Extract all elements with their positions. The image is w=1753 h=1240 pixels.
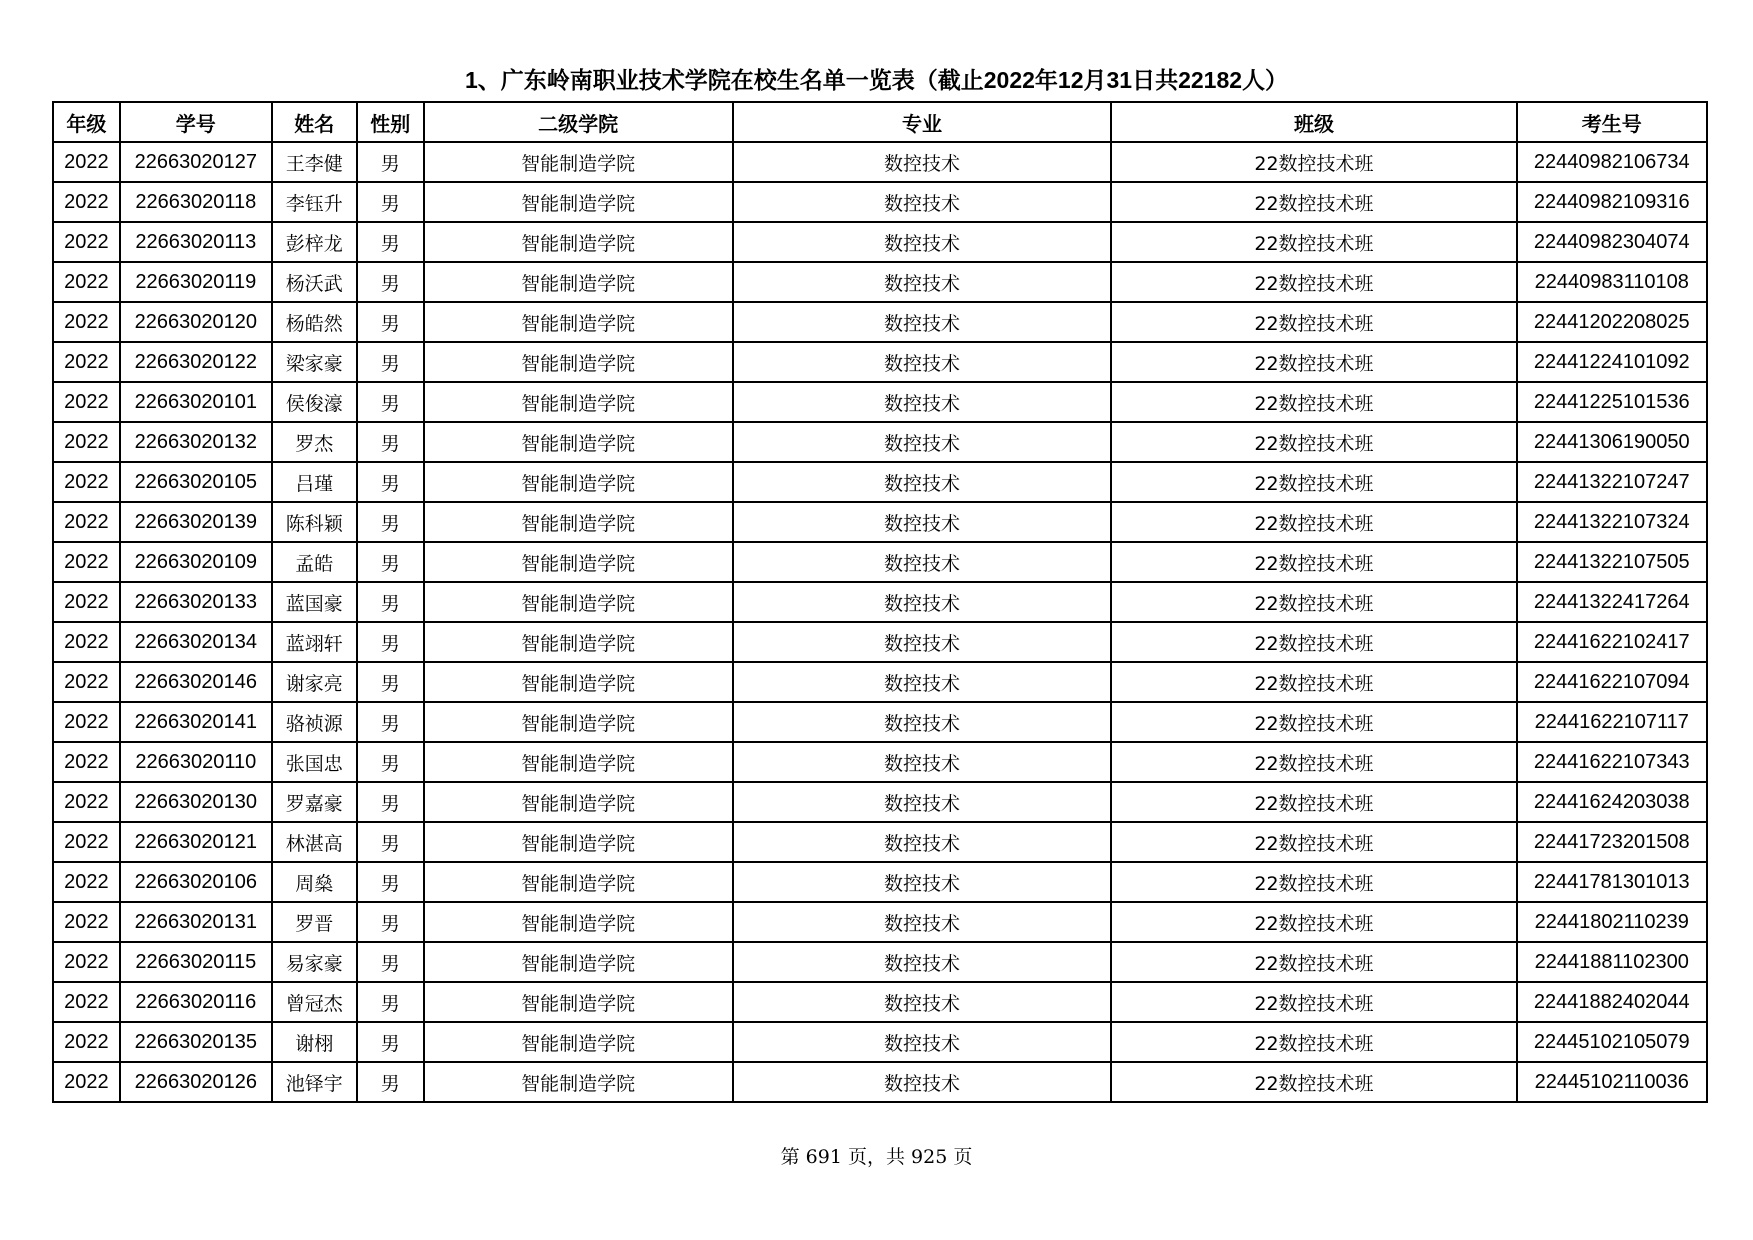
name-cell: 罗晋 [272, 902, 357, 942]
college-cell: 智能制造学院 [424, 822, 733, 862]
grade-cell: 2022 [53, 462, 120, 502]
class-cell: 22数控技术班 [1111, 502, 1516, 542]
exam-number-cell: 22440982109316 [1517, 182, 1707, 222]
column-header-grade: 年级 [53, 102, 120, 142]
class-cell: 22数控技术班 [1111, 902, 1516, 942]
exam-number-cell: 22440983110108 [1517, 262, 1707, 302]
name-cell: 陈科颖 [272, 502, 357, 542]
college-cell: 智能制造学院 [424, 742, 733, 782]
college-cell: 智能制造学院 [424, 1062, 733, 1102]
name-cell: 吕瑾 [272, 462, 357, 502]
column-header-student-id: 学号 [120, 102, 272, 142]
gender-cell: 男 [357, 582, 424, 622]
student-id-cell: 22663020132 [120, 422, 272, 462]
table-row [53, 902, 1707, 942]
exam-number-cell: 22441224101092 [1517, 342, 1707, 382]
gender-cell: 男 [357, 1062, 424, 1102]
exam-number-cell: 22441322107505 [1517, 542, 1707, 582]
gender-cell: 男 [357, 342, 424, 382]
table-row [53, 342, 1707, 382]
table-row [53, 382, 1707, 422]
name-cell: 杨皓然 [272, 302, 357, 342]
table-row [53, 462, 1707, 502]
major-cell: 数控技术 [733, 462, 1112, 502]
exam-number-cell: 22441322107247 [1517, 462, 1707, 502]
table-row [53, 542, 1707, 582]
grade-cell: 2022 [53, 582, 120, 622]
exam-number-cell: 22441881102300 [1517, 942, 1707, 982]
major-cell: 数控技术 [733, 542, 1112, 582]
student-id-cell: 22663020139 [120, 502, 272, 542]
major-cell: 数控技术 [733, 662, 1112, 702]
table-row [53, 582, 1707, 622]
class-cell: 22数控技术班 [1111, 662, 1516, 702]
name-cell: 池铎宇 [272, 1062, 357, 1102]
name-cell: 梁家豪 [272, 342, 357, 382]
college-cell: 智能制造学院 [424, 942, 733, 982]
name-cell: 王李健 [272, 142, 357, 182]
table-row [53, 182, 1707, 222]
name-cell: 周燊 [272, 862, 357, 902]
name-cell: 蓝翊轩 [272, 622, 357, 662]
grade-cell: 2022 [53, 1062, 120, 1102]
gender-cell: 男 [357, 502, 424, 542]
gender-cell: 男 [357, 182, 424, 222]
table-row [53, 782, 1707, 822]
college-cell: 智能制造学院 [424, 862, 733, 902]
student-id-cell: 22663020105 [120, 462, 272, 502]
table-row [53, 422, 1707, 462]
name-cell: 谢家亮 [272, 662, 357, 702]
exam-number-cell: 22445102105079 [1517, 1022, 1707, 1062]
column-header-exam-number: 考生号 [1517, 102, 1707, 142]
student-id-cell: 22663020126 [120, 1062, 272, 1102]
student-id-cell: 22663020101 [120, 382, 272, 422]
student-id-cell: 22663020115 [120, 942, 272, 982]
class-cell: 22数控技术班 [1111, 1062, 1516, 1102]
college-cell: 智能制造学院 [424, 462, 733, 502]
exam-number-cell: 22441622102417 [1517, 622, 1707, 662]
class-cell: 22数控技术班 [1111, 422, 1516, 462]
exam-number-cell: 22441622107343 [1517, 742, 1707, 782]
exam-number-cell: 22441723201508 [1517, 822, 1707, 862]
column-header-name: 姓名 [272, 102, 357, 142]
class-cell: 22数控技术班 [1111, 582, 1516, 622]
class-cell: 22数控技术班 [1111, 782, 1516, 822]
student-id-cell: 22663020135 [120, 1022, 272, 1062]
column-header-college: 二级学院 [424, 102, 733, 142]
gender-cell: 男 [357, 902, 424, 942]
gender-cell: 男 [357, 142, 424, 182]
grade-cell: 2022 [53, 422, 120, 462]
exam-number-cell: 22441622107117 [1517, 702, 1707, 742]
class-cell: 22数控技术班 [1111, 622, 1516, 662]
grade-cell: 2022 [53, 342, 120, 382]
table-row [53, 622, 1707, 662]
college-cell: 智能制造学院 [424, 182, 733, 222]
major-cell: 数控技术 [733, 862, 1112, 902]
gender-cell: 男 [357, 222, 424, 262]
exam-number-cell: 22441622107094 [1517, 662, 1707, 702]
gender-cell: 男 [357, 382, 424, 422]
exam-number-cell: 22445102110036 [1517, 1062, 1707, 1102]
name-cell: 谢栩 [272, 1022, 357, 1062]
major-cell: 数控技术 [733, 422, 1112, 462]
exam-number-cell: 22441624203038 [1517, 782, 1707, 822]
college-cell: 智能制造学院 [424, 222, 733, 262]
table-row [53, 982, 1707, 1022]
table-row [53, 302, 1707, 342]
grade-cell: 2022 [53, 542, 120, 582]
class-cell: 22数控技术班 [1111, 822, 1516, 862]
major-cell: 数控技术 [733, 622, 1112, 662]
student-id-cell: 22663020133 [120, 582, 272, 622]
name-cell: 易家豪 [272, 942, 357, 982]
name-cell: 张国忠 [272, 742, 357, 782]
exam-number-cell: 22441225101536 [1517, 382, 1707, 422]
name-cell: 罗嘉豪 [272, 782, 357, 822]
grade-cell: 2022 [53, 822, 120, 862]
class-cell: 22数控技术班 [1111, 942, 1516, 982]
grade-cell: 2022 [53, 742, 120, 782]
gender-cell: 男 [357, 862, 424, 902]
student-id-cell: 22663020121 [120, 822, 272, 862]
major-cell: 数控技术 [733, 902, 1112, 942]
college-cell: 智能制造学院 [424, 502, 733, 542]
college-cell: 智能制造学院 [424, 622, 733, 662]
grade-cell: 2022 [53, 942, 120, 982]
gender-cell: 男 [357, 422, 424, 462]
college-cell: 智能制造学院 [424, 582, 733, 622]
column-header-major: 专业 [733, 102, 1112, 142]
student-id-cell: 22663020109 [120, 542, 272, 582]
college-cell: 智能制造学院 [424, 782, 733, 822]
student-id-cell: 22663020130 [120, 782, 272, 822]
student-roster-table [52, 101, 1708, 1103]
exam-number-cell: 22440982304074 [1517, 222, 1707, 262]
class-cell: 22数控技术班 [1111, 462, 1516, 502]
student-id-cell: 22663020120 [120, 302, 272, 342]
college-cell: 智能制造学院 [424, 302, 733, 342]
class-cell: 22数控技术班 [1111, 342, 1516, 382]
gender-cell: 男 [357, 982, 424, 1022]
grade-cell: 2022 [53, 662, 120, 702]
gender-cell: 男 [357, 1022, 424, 1062]
major-cell: 数控技术 [733, 222, 1112, 262]
grade-cell: 2022 [53, 182, 120, 222]
student-id-cell: 22663020116 [120, 982, 272, 1022]
table-row [53, 142, 1707, 182]
major-cell: 数控技术 [733, 782, 1112, 822]
major-cell: 数控技术 [733, 942, 1112, 982]
major-cell: 数控技术 [733, 182, 1112, 222]
table-row [53, 662, 1707, 702]
name-cell: 曾冠杰 [272, 982, 357, 1022]
major-cell: 数控技术 [733, 982, 1112, 1022]
name-cell: 杨沃武 [272, 262, 357, 302]
grade-cell: 2022 [53, 1022, 120, 1062]
student-id-cell: 22663020127 [120, 142, 272, 182]
gender-cell: 男 [357, 742, 424, 782]
table-row [53, 222, 1707, 262]
college-cell: 智能制造学院 [424, 422, 733, 462]
major-cell: 数控技术 [733, 142, 1112, 182]
class-cell: 22数控技术班 [1111, 702, 1516, 742]
gender-cell: 男 [357, 542, 424, 582]
table-row [53, 702, 1707, 742]
grade-cell: 2022 [53, 502, 120, 542]
name-cell: 林湛高 [272, 822, 357, 862]
major-cell: 数控技术 [733, 582, 1112, 622]
college-cell: 智能制造学院 [424, 342, 733, 382]
table-body [53, 142, 1707, 1102]
college-cell: 智能制造学院 [424, 982, 733, 1022]
table-header-row [53, 102, 1707, 142]
class-cell: 22数控技术班 [1111, 862, 1516, 902]
student-id-cell: 22663020122 [120, 342, 272, 382]
college-cell: 智能制造学院 [424, 142, 733, 182]
name-cell: 李钰升 [272, 182, 357, 222]
gender-cell: 男 [357, 942, 424, 982]
exam-number-cell: 22441322107324 [1517, 502, 1707, 542]
class-cell: 22数控技术班 [1111, 1022, 1516, 1062]
page-footer: 第 691 页，共 925 页 [780, 1146, 973, 1168]
class-cell: 22数控技术班 [1111, 182, 1516, 222]
student-id-cell: 22663020131 [120, 902, 272, 942]
name-cell: 蓝国豪 [272, 582, 357, 622]
gender-cell: 男 [357, 302, 424, 342]
exam-number-cell: 22441802110239 [1517, 902, 1707, 942]
gender-cell: 男 [357, 622, 424, 662]
college-cell: 智能制造学院 [424, 1022, 733, 1062]
table-row [53, 822, 1707, 862]
grade-cell: 2022 [53, 782, 120, 822]
grade-cell: 2022 [53, 902, 120, 942]
major-cell: 数控技术 [733, 302, 1112, 342]
class-cell: 22数控技术班 [1111, 982, 1516, 1022]
class-cell: 22数控技术班 [1111, 222, 1516, 262]
grade-cell: 2022 [53, 302, 120, 342]
grade-cell: 2022 [53, 142, 120, 182]
table-row [53, 862, 1707, 902]
class-cell: 22数控技术班 [1111, 382, 1516, 422]
student-id-cell: 22663020118 [120, 182, 272, 222]
student-id-cell: 22663020134 [120, 622, 272, 662]
exam-number-cell: 22441781301013 [1517, 862, 1707, 902]
gender-cell: 男 [357, 262, 424, 302]
student-id-cell: 22663020119 [120, 262, 272, 302]
grade-cell: 2022 [53, 982, 120, 1022]
major-cell: 数控技术 [733, 702, 1112, 742]
grade-cell: 2022 [53, 622, 120, 662]
class-cell: 22数控技术班 [1111, 142, 1516, 182]
table-row [53, 1022, 1707, 1062]
grade-cell: 2022 [53, 862, 120, 902]
major-cell: 数控技术 [733, 822, 1112, 862]
grade-cell: 2022 [53, 702, 120, 742]
table-row [53, 942, 1707, 982]
table-row [53, 262, 1707, 302]
student-id-cell: 22663020141 [120, 702, 272, 742]
exam-number-cell: 22441882402044 [1517, 982, 1707, 1022]
exam-number-cell: 22441202208025 [1517, 302, 1707, 342]
name-cell: 骆祯源 [272, 702, 357, 742]
exam-number-cell: 22441306190050 [1517, 422, 1707, 462]
major-cell: 数控技术 [733, 1022, 1112, 1062]
column-header-gender: 性别 [357, 102, 424, 142]
student-id-cell: 22663020106 [120, 862, 272, 902]
college-cell: 智能制造学院 [424, 262, 733, 302]
gender-cell: 男 [357, 462, 424, 502]
table-row [53, 742, 1707, 782]
college-cell: 智能制造学院 [424, 382, 733, 422]
name-cell: 孟皓 [272, 542, 357, 582]
gender-cell: 男 [357, 822, 424, 862]
student-id-cell: 22663020146 [120, 662, 272, 702]
name-cell: 侯俊濠 [272, 382, 357, 422]
name-cell: 彭梓龙 [272, 222, 357, 262]
table-row [53, 1062, 1707, 1102]
gender-cell: 男 [357, 782, 424, 822]
college-cell: 智能制造学院 [424, 662, 733, 702]
exam-number-cell: 22441322417264 [1517, 582, 1707, 622]
gender-cell: 男 [357, 662, 424, 702]
column-header-class: 班级 [1111, 102, 1516, 142]
grade-cell: 2022 [53, 222, 120, 262]
major-cell: 数控技术 [733, 502, 1112, 542]
grade-cell: 2022 [53, 262, 120, 302]
major-cell: 数控技术 [733, 342, 1112, 382]
major-cell: 数控技术 [733, 742, 1112, 782]
major-cell: 数控技术 [733, 1062, 1112, 1102]
class-cell: 22数控技术班 [1111, 742, 1516, 782]
student-id-cell: 22663020110 [120, 742, 272, 782]
college-cell: 智能制造学院 [424, 702, 733, 742]
college-cell: 智能制造学院 [424, 902, 733, 942]
class-cell: 22数控技术班 [1111, 542, 1516, 582]
class-cell: 22数控技术班 [1111, 302, 1516, 342]
document-title: 1、广东岭南职业技术学院在校生名单一览表（截止2022年12月31日共22182人） [464, 67, 1289, 93]
grade-cell: 2022 [53, 382, 120, 422]
gender-cell: 男 [357, 702, 424, 742]
college-cell: 智能制造学院 [424, 542, 733, 582]
class-cell: 22数控技术班 [1111, 262, 1516, 302]
table-row [53, 502, 1707, 542]
major-cell: 数控技术 [733, 262, 1112, 302]
student-id-cell: 22663020113 [120, 222, 272, 262]
major-cell: 数控技术 [733, 382, 1112, 422]
name-cell: 罗杰 [272, 422, 357, 462]
exam-number-cell: 22440982106734 [1517, 142, 1707, 182]
